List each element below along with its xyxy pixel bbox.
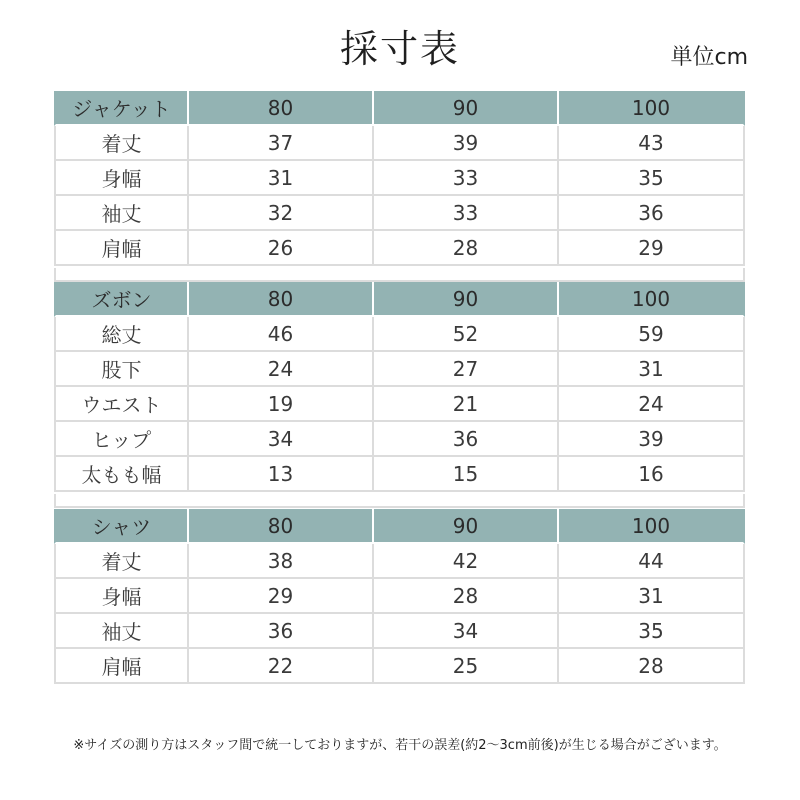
unit-label: 単位cm [670,45,748,70]
table-row [54,231,745,266]
table-cell: 13 [189,457,374,492]
table-spacer [54,494,745,508]
table-cell: 26 [189,231,374,266]
row-label: 袖丈 [54,196,189,231]
table-cell: 24 [559,387,745,422]
table-row [54,422,745,457]
table-header-cell: 90 [374,91,559,126]
table-cell: 44 [559,544,745,579]
table-cell: 34 [374,614,559,649]
row-label: 総丈 [54,317,189,352]
table-cell: 28 [374,579,559,614]
table-header-row [54,91,745,126]
measurement-note: ※サイズの測り方はスタッフ間で統一しておりますが、若干の誤差(約2～3cm前後)が生じる場合がございます。 [73,738,727,753]
table-cell: 38 [189,544,374,579]
table-cell: 15 [374,457,559,492]
row-label: 袖丈 [54,614,189,649]
table-cell: 25 [374,649,559,684]
page-title: 採寸表 [339,27,460,71]
table-header-cell: 90 [374,509,559,544]
table-cell: 36 [559,196,745,231]
table-cell: 28 [559,649,745,684]
row-label: 着丈 [54,126,189,161]
table-row [54,457,745,492]
table-cell: 36 [374,422,559,457]
table-row [54,317,745,352]
table-cell: 46 [189,317,374,352]
table-cell: 33 [374,196,559,231]
row-label: 身幅 [54,579,189,614]
table-cell: 35 [559,161,745,196]
size-table-shirt [54,509,745,684]
table-row [54,544,745,579]
table-header-cell: 80 [189,91,374,126]
table-row [54,196,745,231]
table-row [54,387,745,422]
table-row [54,352,745,387]
row-label: 肩幅 [54,649,189,684]
table-row [54,614,745,649]
table-row [54,649,745,684]
table-cell: 29 [189,579,374,614]
table-cell: 24 [189,352,374,387]
table-header-row [54,509,745,544]
table-cell: 22 [189,649,374,684]
table-header-cell: 100 [559,509,745,544]
table-cell: 31 [559,579,745,614]
table-header-cell: 90 [374,282,559,317]
row-label: 身幅 [54,161,189,196]
table-cell: 19 [189,387,374,422]
table-header-cell: 80 [189,509,374,544]
table-cell: 33 [374,161,559,196]
table-header-cell: 100 [559,282,745,317]
table-cell: 59 [559,317,745,352]
table-cell: 42 [374,544,559,579]
table-cell: 21 [374,387,559,422]
table-cell: 29 [559,231,745,266]
table-cell: 34 [189,422,374,457]
table-cell: 31 [559,352,745,387]
table-cell: 27 [374,352,559,387]
table-cell: 39 [559,422,745,457]
table-row [54,161,745,196]
table-cell: 43 [559,126,745,161]
table-cell: 37 [189,126,374,161]
row-label: 着丈 [54,544,189,579]
table-cell: 16 [559,457,745,492]
table-header-row [54,282,745,317]
table-row [54,579,745,614]
table-spacer [54,268,745,282]
row-label: 太もも幅 [54,457,189,492]
row-label: 肩幅 [54,231,189,266]
table-header-cell: シャツ [54,509,189,544]
table-cell: 52 [374,317,559,352]
size-table-pants [54,282,745,492]
row-label: ヒップ [54,422,189,457]
table-header-cell: ジャケット [54,91,189,126]
table-row [54,126,745,161]
table-cell: 36 [189,614,374,649]
table-header-cell: 100 [559,91,745,126]
table-cell: 28 [374,231,559,266]
table-cell: 31 [189,161,374,196]
size-table-jacket [54,91,745,266]
table-header-cell: 80 [189,282,374,317]
table-cell: 35 [559,614,745,649]
row-label: 股下 [54,352,189,387]
table-cell: 39 [374,126,559,161]
row-label: ウエスト [54,387,189,422]
table-cell: 32 [189,196,374,231]
table-header-cell: ズボン [54,282,189,317]
